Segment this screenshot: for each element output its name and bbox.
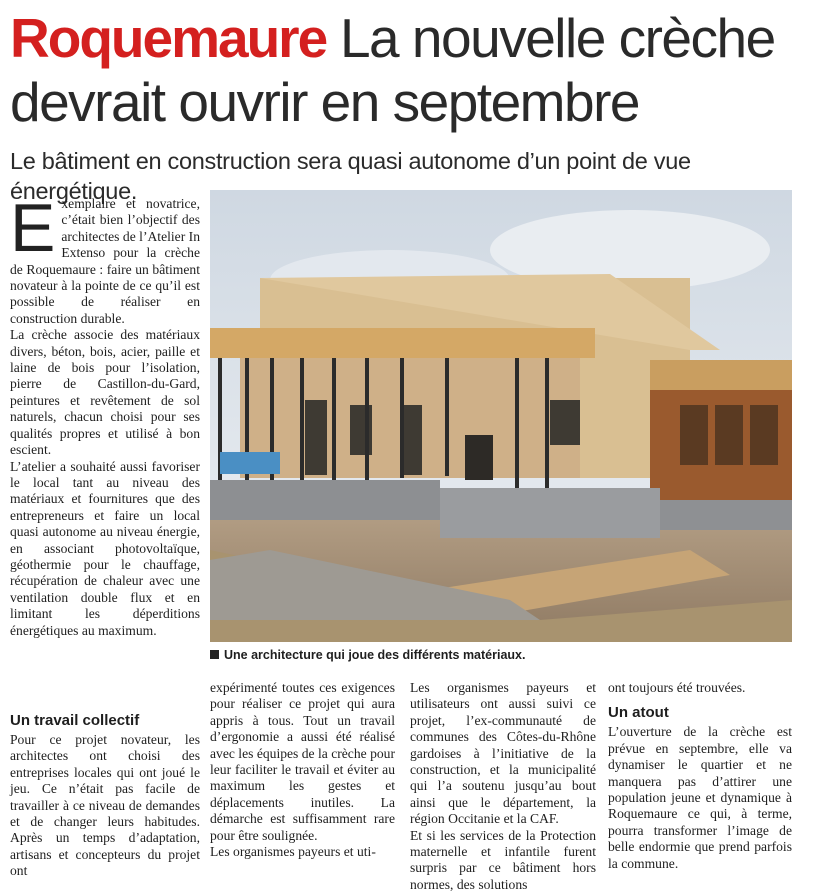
subheadline: Le bâtiment en construction sera quasi autonome d’un point de vue énergétique. [10, 148, 691, 204]
article-column-3 [410, 680, 596, 893]
building-photo [210, 190, 792, 642]
headline [10, 6, 810, 134]
window [550, 400, 580, 445]
creche-illustration [210, 190, 792, 642]
entrance-door [465, 435, 493, 480]
paragraph-solutions: ont toujours été trouvées. [608, 680, 746, 695]
concrete-base [660, 500, 792, 530]
paragraph-organismes-start: Les organismes payeurs et uti- [210, 844, 376, 860]
caption-bullet-icon [210, 650, 219, 659]
paragraph-collectif: Pour ce projet novateur, les architectes ont choisi des entreprises locales qui ont joué le jeu. Ce n’était pas facile de travailler à ce niveau de demandes et de changer leurs habitudes. Après un temps d’adaptation, artisans et concepteurs du projet ont [10, 732, 200, 879]
section-heading-collectif: Un travail collectif [10, 712, 140, 729]
section-heading-atout: Un atout [608, 704, 669, 722]
headline-kicker: Roquemaure [10, 7, 327, 69]
concrete-base [210, 480, 440, 520]
door [305, 400, 327, 475]
paragraph-atout: L’ouverture de la crèche est prévue en septembre, elle va dynamiser le quartier et ne manquera pas d’attirer une population jeune et dynamique à Roquemaure ce qui, à terme, pourra transformer l’image de belle endormie que prend parfois la commune. [608, 724, 792, 871]
blue-panel [220, 452, 280, 474]
lead-paragraph [10, 190, 200, 327]
concrete-base [440, 488, 660, 538]
article-column-1 [10, 190, 200, 639]
paragraph-materials: La crèche associe des matériaux divers, béton, bois, acier, paille et laine de bois pour l’isolation, pierre de Castillon-du-Gard, peintures et revêtement de sol naturels, chacun choisi pour ses qualités propres et utilisé à bon escient. [10, 327, 200, 458]
article-column-4 [608, 680, 792, 872]
article-column-1-lower [10, 708, 200, 880]
headline-title: La nouvelle crèche devrait ouvrir en septembre [10, 7, 775, 133]
paragraph-local: L’atelier a souhaité aussi favoriser le local tant au niveau des matériaux et fournitures que des entrepreneurs et faire un local quasi autonome au niveau énergie, en associant photovoltaïque, géothermie pour le chauffage, récupération de chaleur avec une ventilation double flux et en limitant les déperditions énergétiques au maximum. [10, 458, 200, 638]
paragraph-organismes: Les organismes payeurs et utilisateurs ont aussi suivi ce projet, l’ex-communauté de communes des Côtes-du-Rhône gardoises à l’initiative de la construction, et la municipalité qui l’a soutenu jusqu’au bout ainsi que le département, la région Occitanie et la CAF. [410, 680, 596, 827]
window [750, 405, 778, 465]
window [680, 405, 708, 465]
lead-text: xemplaire et novatrice, c’était bien l’objectif des architectes de l’Atelier In Extenso pour la crèche de Roquemaure : faire un bâtiment novateur à la pointe de ce qu’il est possible de réaliser en construction durable. [10, 196, 200, 326]
canopy [210, 328, 595, 358]
paragraph-pmi: Et si les services de la Protection maternelle et infantile furent surpris par ce bâtiment hors normes, des solutions [410, 827, 596, 892]
drop-cap: E [10, 190, 56, 266]
photo-caption [210, 648, 792, 662]
cladding-top [650, 360, 792, 390]
window [715, 405, 743, 465]
paragraph-experimente: expérimenté toutes ces exigences pour réaliser ce projet qui aura appris à tous. Tout un travail d’ergonomie a aussi été réalisé avec les équipes de la crèche pour leur faciliter le travail et éviter au maximum les gestes et déplacements inutiles. La démarche est suffisamment rare pour être soulignée. [210, 680, 395, 843]
article-column-2 [210, 680, 395, 860]
caption-text: Une architecture qui joue des différents matériaux. [224, 648, 526, 662]
